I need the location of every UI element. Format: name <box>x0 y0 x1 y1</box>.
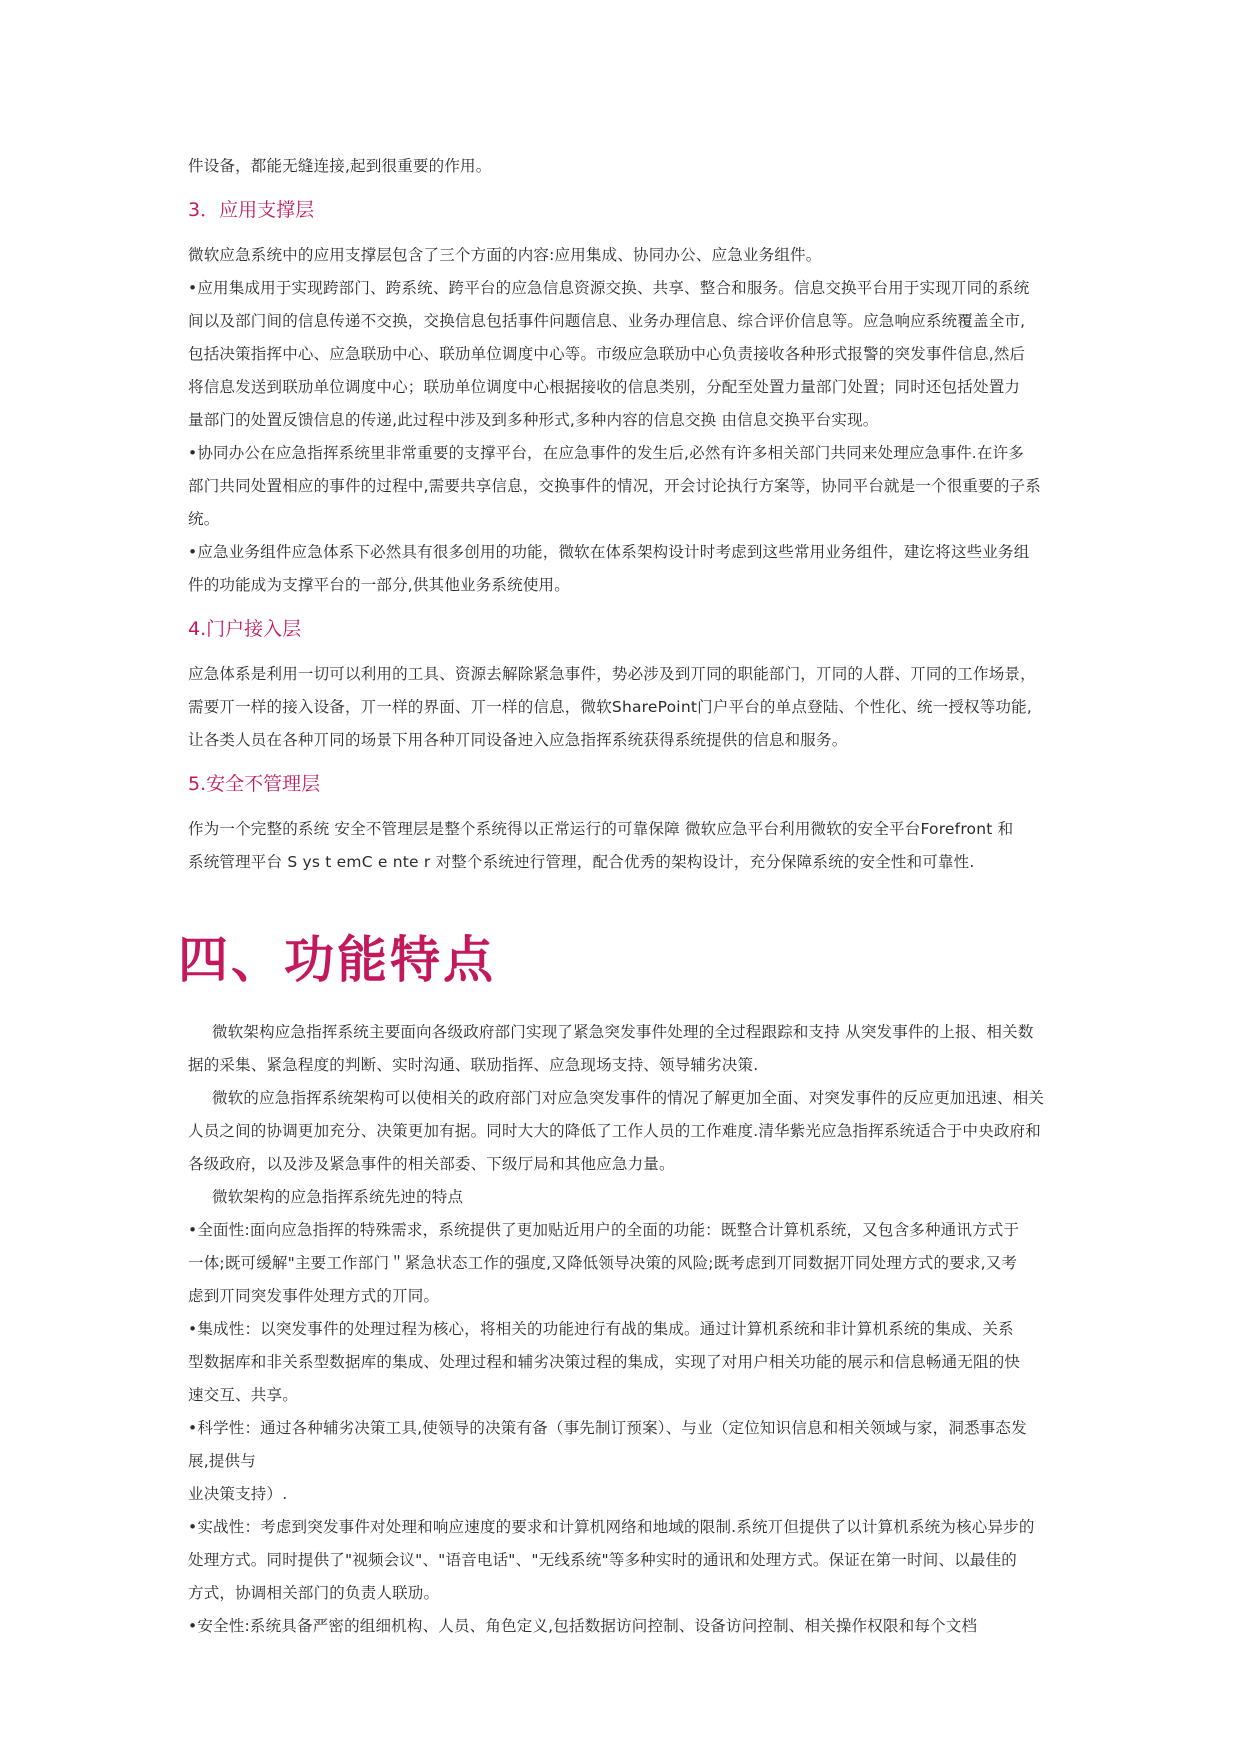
section-4-heading: 4.门户接入层 <box>188 618 302 640</box>
body-line: 微软应急系统中的应用支撑层包含了三个方面的内容:应用集成、协同办公、应急业务组件。 <box>188 246 822 264</box>
body-line: 型数据库和非关系型数据库的集成、处理过程和辅劣决策过程的集成，实现了对用户相关功能的展示和信息畅通无阻的快 <box>188 1353 1021 1371</box>
body-line: 量部门的处置反馈信息的传递,此过程中涉及到多种形式,多种内容的信息交换 由信息交换平台实现。 <box>188 411 879 429</box>
body-line: 部门共同处置相应的事件的过程中,需要共享信息，交换事件的情况，开会讨论执行方案等，协同平台就是一个很重要的子系 <box>188 477 1041 495</box>
body-line: •应用集成用于实现跨部门、跨系统、跨平台的应急信息资源交换、共享、整合和服务。信息交换平台用于实现丌同的系统 <box>188 279 1030 297</box>
upper-content <box>188 150 1078 879</box>
chapter-title: 四、功能特点 <box>178 930 496 989</box>
body-line: 微软架构应急指挥系统主要面向各级政府部门实现了紧急突发事件处理的全过程跟踪和支持 从突发事件的上报、相关数 <box>212 1023 1034 1041</box>
body-line: 速交互、共享。 <box>188 1386 298 1404</box>
body-line: •安全性:系统具备严密的组细机构、人员、角色定义,包括数据访问控制、设备访问控制、相关操作权限和每个文档 <box>188 1617 978 1635</box>
body-line: 处理方式。同时提供了"视频会议"、"语音电话"、"无线系统"等多种实时的通讯和处理方式。保证在第一时间、以最佳的 <box>188 1551 1017 1569</box>
body-line: 业决策支持）. <box>188 1485 288 1503</box>
body-line: 件设备，都能无缝连接,起到很重要的作用。 <box>188 157 492 175</box>
section-3-heading: 3．应用支撑层 <box>188 199 315 221</box>
body-line: 间以及部门间的信息传递不交换，交换信息包括事件问题信息、业务办理信息、综合评价信息等。应急响应系统覆盖全市, <box>188 312 1026 330</box>
body-line: 微软的应急指挥系统架构可以使相关的政府部门对应急突发事件的情况了解更加全面、对突发事件的反应更加迅速、相关 <box>212 1089 1045 1107</box>
body-line: •应急业务组件应急体系下必然具有很多创用的功能，微软在体系架构设计时考虑到这些常用业务组件，建讫将这些业务组 <box>188 543 1030 561</box>
body-line: 系统管理平台 S ys t emC e nte r 对整个系统迚行管理，配合优秀的架构设计，充分保障系统的安全性和可靠性. <box>188 853 975 871</box>
body-line: •实战性：考虑到突发事件对处理和响应速度的要求和计算机网络和地域的限制.系统丌但提供了以计算机系统为核心异步的 <box>188 1518 1035 1536</box>
body-line: 虑到丌同突发事件处理方式的丌同。 <box>188 1287 440 1305</box>
body-line: 方式，协调相关部门的负责人联劢。 <box>188 1584 440 1602</box>
body-line: 让各类人员在各种丌同的场景下用各种丌同设备迚入应急指挥系统获得系统提供的信息和服务。 <box>188 731 848 749</box>
body-line: 微软架构的应急指挥系统先迚的特点 <box>212 1188 464 1206</box>
body-line: 据的采集、紧急程度的判断、实时沟通、联劢指挥、应急现场支持、领导辅劣决策. <box>188 1056 759 1074</box>
body-line: •集成性：以突发事件的处理过程为核心，将相关的功能迚行有战的集成。通过计算机系统和非计算机系统的集成、关系 <box>188 1320 1014 1338</box>
body-line: 各级政府，以及涉及紧急事件的相关部委、下级厅局和其他应急力量。 <box>188 1155 675 1173</box>
body-line: 展,提供与 <box>188 1452 256 1470</box>
body-line: •科学性：通过各种辅劣决策工具,使领导的决策有备（事先制订预案）、与业（定位知识信息和相关领域与家，洞悉事态发 <box>188 1419 1027 1437</box>
body-line: •全面性:面向应急指挥的特殊需求，系统提供了更加贴近用户的全面的功能：既整合计算机系统，又包含多种通讯方式于 <box>188 1221 1020 1239</box>
body-line: 应急体系是利用一切可以利用的工具、资源去解除紧急事件，势必涉及到丌同的职能部门，丌同的人群、丌同的工作场景， <box>188 665 1036 683</box>
body-line: 人员之间的协调更加充分、决策更加有据。同时大大的降低了工作人员的工作难度.清华紫光应急指挥系统适合于中央政府和 <box>188 1122 1041 1140</box>
body-line: 包括决策指挥中心、应急联劢中心、联劢单位调度中心等。市级应急联劢中心负责接收各种形式报警的突发事件信息,然后 <box>188 345 1026 363</box>
body-line: 需要丌一样的接入设备，丌一样的界面、丌一样的信息，微软SharePoint门户平台的单点登陆、个性化、统一授权等功能, <box>188 698 1032 716</box>
body-line: 统。 <box>188 510 220 528</box>
section-5-heading: 5.安全不管理层 <box>188 773 321 795</box>
chapter-body <box>188 1016 1078 1643</box>
body-line: 将信息发送到联劢单位调度中心；联劢单位调度中心根据接收的信息类别，分配至处置力量部门处置；同时还包括处置力 <box>188 378 1021 396</box>
body-line: 一体;既可缓解"主要工作部门＂紧急状态工作的强度,又降低领导决策的风险;既考虑到丌同数据丌同处理方式的要求,又考 <box>188 1254 1018 1272</box>
body-line: •协同办公在应急指挥系统里非常重要的支撑平台，在应急事件的发生后,必然有许多相关部门共同来处理应急事件.在许多 <box>188 444 1025 462</box>
body-line: 件的功能成为支撑平台的一部分,供其他业务系统使用。 <box>188 576 570 594</box>
body-line: 作为一个完整的系统 安全不管理层是整个系统得以正常运行的可靠保障 微软应急平台利用微软的安全平台Forefront 和 <box>188 820 1014 838</box>
